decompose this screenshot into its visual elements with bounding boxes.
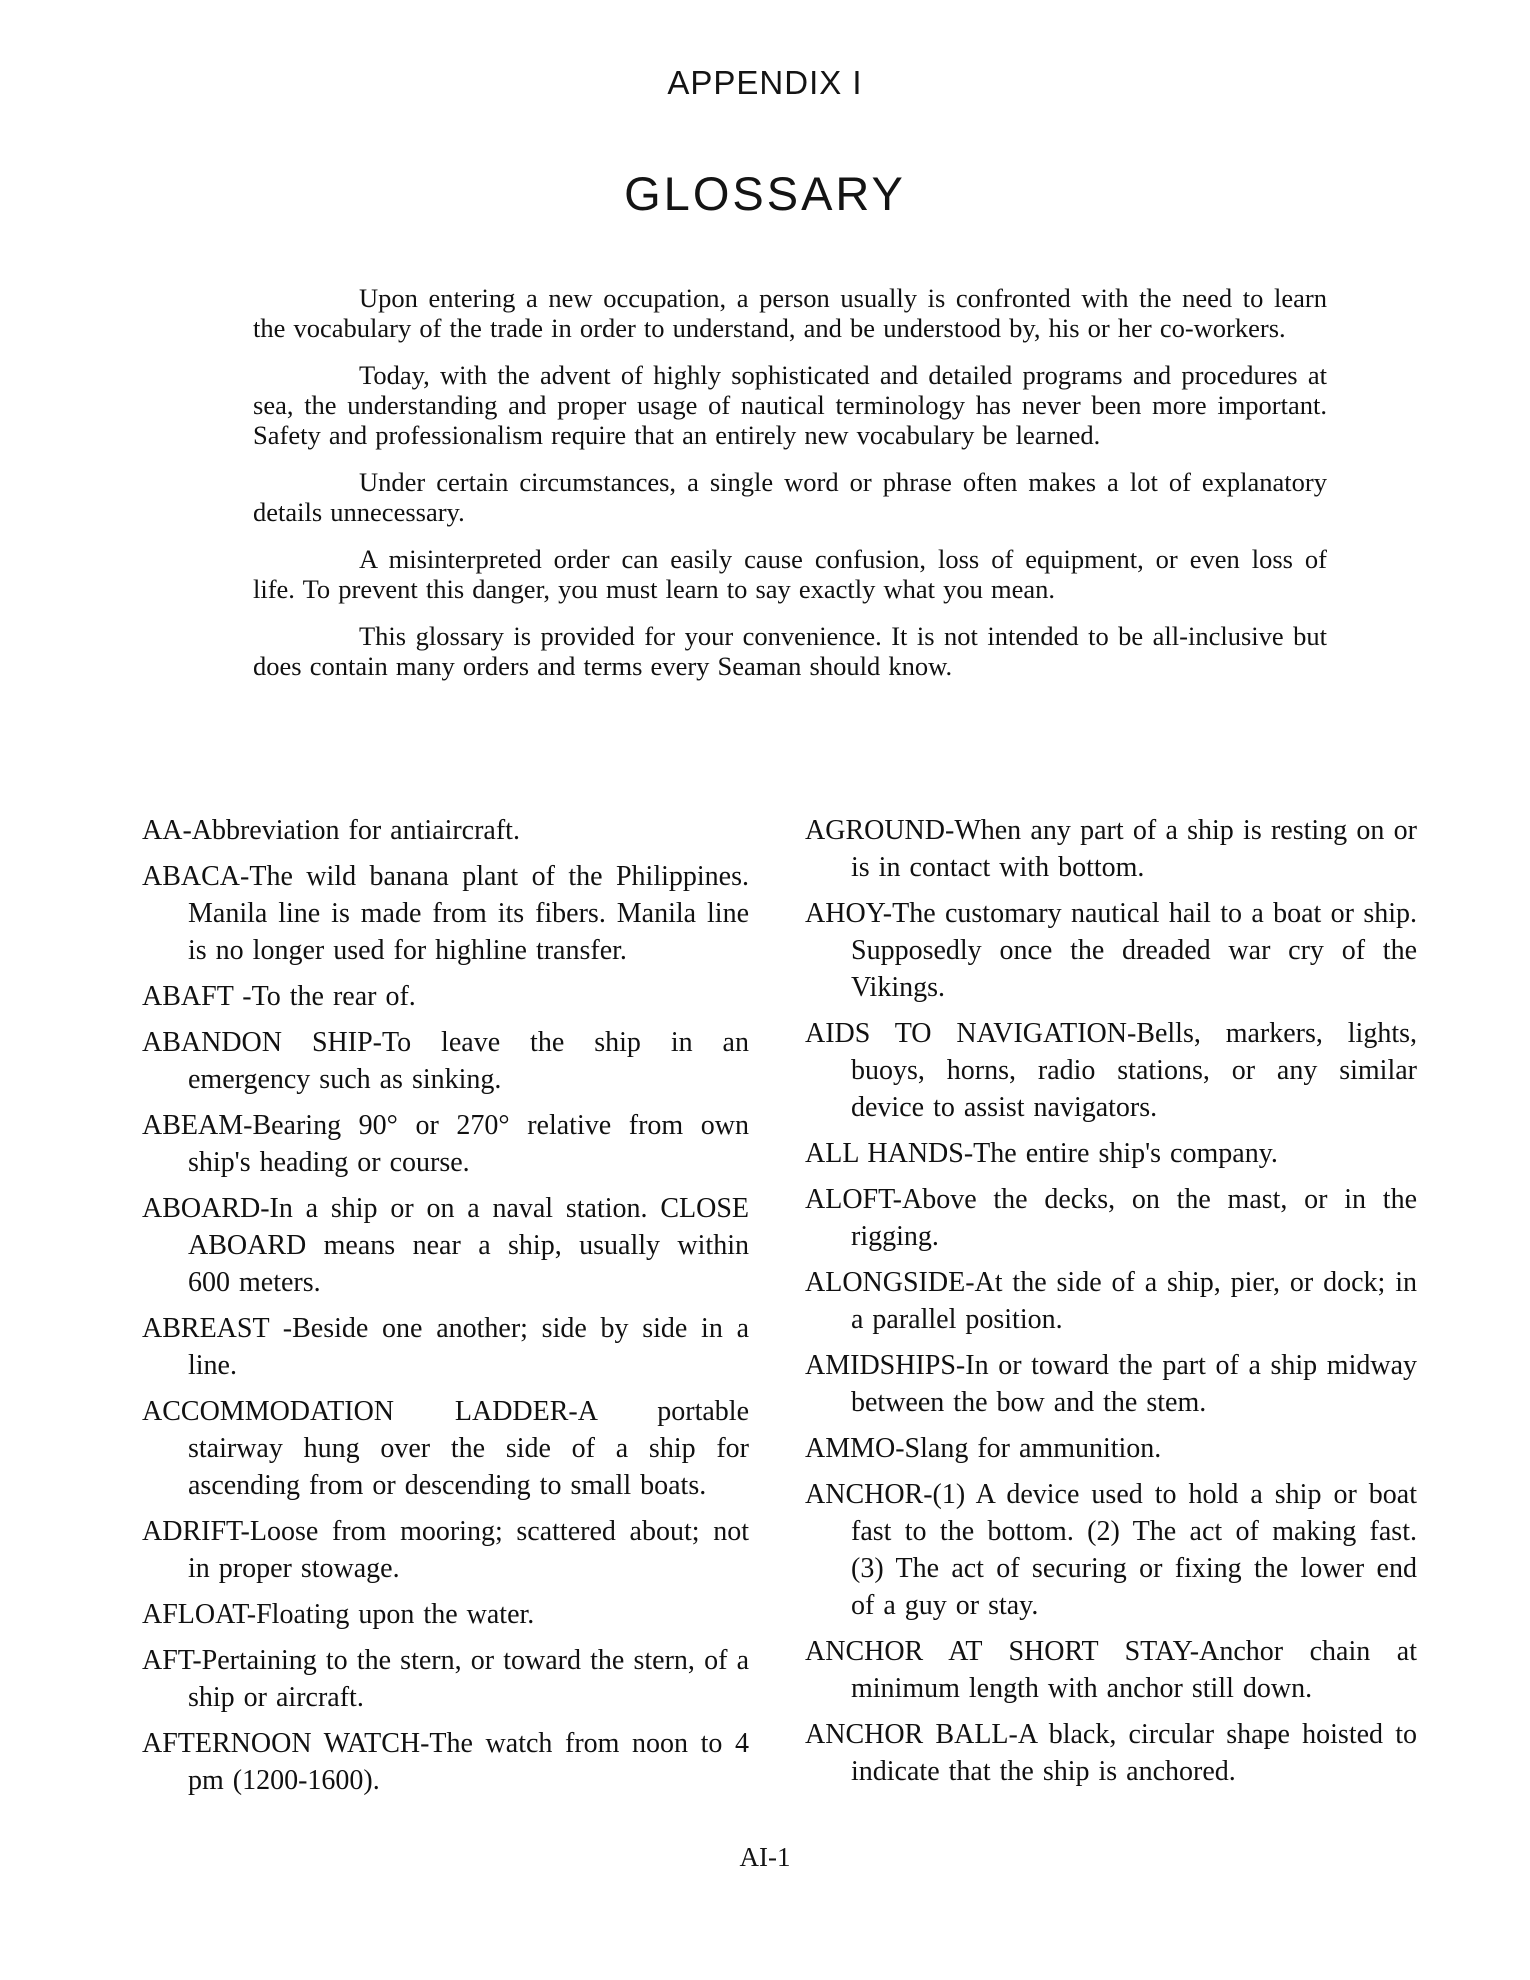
glossary-entry: ANCHOR AT SHORT STAY-Anchor chain at minimum length with anchor still down. xyxy=(805,1636,1417,1704)
glossary-entry: AA-Abbreviation for antiaircraft. xyxy=(142,815,520,846)
glossary-entry: ABEAM-Bearing 90° or 270° relative from own ship's heading or course. xyxy=(142,1110,749,1178)
glossary-entry: AIDS TO NAVIGATION-Bells, markers, lights, buoys, horns, radio stations, or any similar device to assist navigators. xyxy=(805,1018,1417,1123)
glossary-entry: AMMO-Slang for ammunition. xyxy=(805,1433,1162,1464)
intro-paragraph: Under certain circumstances, a single word or phrase often makes a lot of explanatory details unnecessary. xyxy=(253,467,1327,527)
glossary-entry: ABREAST -Beside one another; side by side in a line. xyxy=(142,1313,749,1381)
glossary-entry: ACCOMMODATION LADDER-A portable stairway hung over the side of a ship for ascending from or descending to small boats. xyxy=(142,1396,749,1501)
glossary-entry: AFLOAT-Floating upon the water. xyxy=(142,1599,535,1630)
glossary-entry: AHOY-The customary nautical hail to a boat or ship. Supposedly once the dreaded war cry of the Vikings. xyxy=(805,898,1417,1003)
glossary-entry: AMIDSHIPS-In or toward the part of a ship midway between the bow and the stem. xyxy=(805,1350,1417,1418)
appendix-heading: APPENDIX I xyxy=(667,64,863,101)
intro-paragraph: This glossary is provided for your convenience. It is not intended to be all-inclusive but does contain many orders and terms every Seaman should know. xyxy=(253,621,1327,681)
glossary-entry: ALONGSIDE-At the side of a ship, pier, or dock; in a parallel position. xyxy=(805,1267,1417,1335)
glossary-entry: ABANDON SHIP-To leave the ship in an emergency such as sinking. xyxy=(142,1027,749,1095)
glossary-entry: ABACA-The wild banana plant of the Philippines. Manila line is made from its fibers. Manila line is no longer used for highline transfer. xyxy=(142,861,749,966)
glossary-entry: AFT-Pertaining to the stern, or toward the stern, of a ship or aircraft. xyxy=(142,1645,749,1713)
glossary-entry: ADRIFT-Loose from mooring; scattered about; not in proper stowage. xyxy=(142,1516,749,1584)
intro-paragraph: Upon entering a new occupation, a person usually is confronted with the need to learn the vocabulary of the trade in order to understand, and be understood by, his or her co-workers. xyxy=(253,283,1327,343)
glossary-entry: ANCHOR BALL-A black, circular shape hoisted to indicate that the ship is anchored. xyxy=(805,1719,1417,1787)
glossary-entry: ANCHOR-(1) A device used to hold a ship or boat fast to the bottom. (2) The act of making fast. (3) The act of securing or fixing the lower end of a guy or stay. xyxy=(805,1479,1417,1621)
glossary-left-column xyxy=(142,812,749,1808)
glossary-entry: ALL HANDS-The entire ship's company. xyxy=(805,1138,1278,1169)
glossary-entry: ABAFT -To the rear of. xyxy=(142,981,416,1012)
page-title: GLOSSARY xyxy=(624,167,906,220)
intro-section xyxy=(253,283,1327,698)
glossary-entry: AFTERNOON WATCH-The watch from noon to 4 pm (1200-1600). xyxy=(142,1728,749,1796)
glossary-right-column xyxy=(805,812,1417,1799)
intro-paragraph: A misinterpreted order can easily cause confusion, loss of equipment, or even loss of life. To prevent this danger, you must learn to say exactly what you mean. xyxy=(253,544,1327,604)
glossary-entry: ALOFT-Above the decks, on the mast, or in the rigging. xyxy=(805,1184,1417,1252)
page-number: AI-1 xyxy=(739,1842,791,1872)
intro-paragraph: Today, with the advent of highly sophisticated and detailed programs and procedures at sea, the understanding and proper usage of nautical terminology has never been more important. Safety and professionalism require that an entirely new vocabulary be learned. xyxy=(253,360,1327,450)
glossary-entry: ABOARD-In a ship or on a naval station. CLOSE ABOARD means near a ship, usually within 600 meters. xyxy=(142,1193,749,1298)
glossary-entry: AGROUND-When any part of a ship is resting on or is in contact with bottom. xyxy=(805,815,1417,883)
